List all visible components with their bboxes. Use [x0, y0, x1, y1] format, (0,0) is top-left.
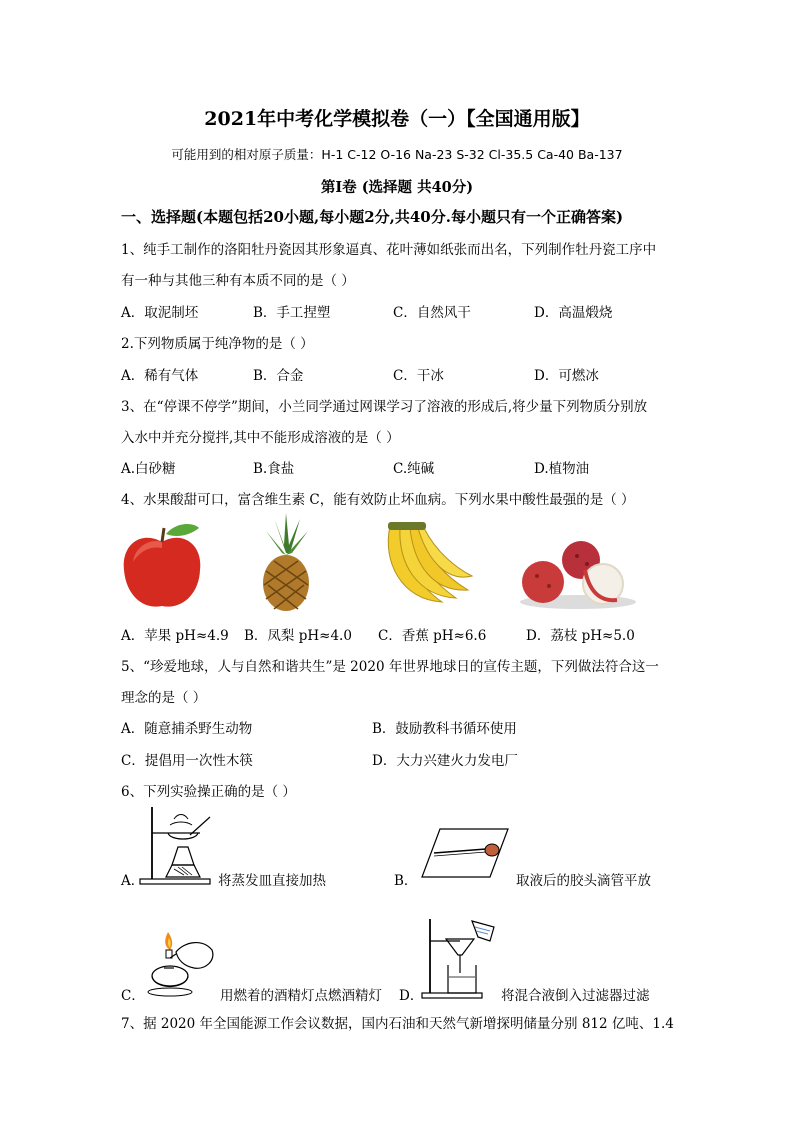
q4-option-b: B．凤梨 pH≈4.0: [244, 628, 352, 644]
q1-option-b: B．手工捏塑: [253, 305, 331, 321]
q6-option-c-label: C．: [121, 988, 145, 1004]
q3-option-a: A.白砂糖: [121, 461, 176, 477]
q6-option-b-label: B．: [394, 873, 418, 889]
q5-line2: 理念的是（ ）: [121, 690, 207, 706]
q2-option-b: B．合金: [253, 368, 304, 384]
q4-option-d: D．荔枝 pH≈5.0: [526, 628, 635, 644]
q1-option-a: A．取泥制坯: [121, 305, 199, 321]
q3-option-b: B.食盐: [253, 461, 295, 477]
q4-option-a: A．苹果 pH≈4.9: [121, 628, 229, 644]
q2-option-a: A．稀有气体: [121, 368, 199, 384]
q7-line1: 7、据 2020 年全国能源工作会议数据，国内石油和天然气新增探明储量分别 812 亿吨、1.4: [121, 1016, 674, 1032]
lychee-image: [519, 540, 637, 610]
evaporating-dish-apparatus: [138, 805, 216, 885]
pineapple-image: [254, 513, 318, 611]
q6-option-a-text: 将蒸发皿直接加热: [218, 873, 326, 889]
alcohol-lamp-apparatus: [140, 928, 220, 998]
q4-option-c: C．香蕉 pH≈6.6: [378, 628, 487, 644]
q5-option-d: D．大力兴建火力发电厂: [372, 753, 518, 769]
q6-option-c-text: 用燃着的酒精灯点燃酒精灯: [220, 988, 382, 1004]
q6-option-d-label: D．: [399, 988, 424, 1004]
page-title: 2021年中考化学模拟卷（一）【全国通用版】: [204, 108, 590, 130]
section-heading: 一、选择题(本题包括20小题,每小题2分,共40分.每小题只有一个正确答案): [121, 208, 624, 226]
q3-line2: 入水中并充分搅拌,其中不能形成溶液的是（ ）: [121, 430, 400, 446]
q2-option-d: D．可燃冰: [534, 368, 599, 384]
q6-option-a-label: A．: [121, 873, 145, 889]
q4-line1: 4、水果酸甜可口，富含维生素 C，能有效防止坏血病。下列水果中酸性最强的是（ ）: [121, 492, 635, 508]
q5-line1: 5、“珍爱地球，人与自然和谐共生”是 2020 年世界地球日的宣传主题，下列做法符合这一: [121, 659, 659, 675]
dropper-apparatus: [420, 827, 510, 879]
q1-line1: 1、纯手工制作的洛阳牡丹瓷因其形象逼真、花叶薄如纸张而出名，下列制作牡丹瓷工序中: [121, 242, 657, 258]
apple-image: [121, 520, 203, 610]
filtration-apparatus: [420, 915, 500, 999]
q3-line1: 3、在“停课不停学”期间，小兰同学通过网课学习了溶液的形成后,将少量下列物质分别放: [121, 399, 648, 415]
q6-option-d-text: 将混合液倒入过滤器过滤: [501, 988, 650, 1004]
q2-line1: 2.下列物质属于纯净物的是（ ）: [121, 336, 314, 352]
q5-option-c: C．提倡用一次性木筷: [121, 753, 253, 769]
q6-option-b-text: 取液后的胶头滴管平放: [516, 873, 651, 889]
q3-option-d: D.植物油: [534, 461, 590, 477]
q2-option-c: C．干冰: [393, 368, 444, 384]
part-heading: 第Ⅰ卷 (选择题 共40分): [320, 179, 474, 196]
q1-option-d: D．高温煅烧: [534, 305, 613, 321]
q6-line1: 6、下列实验操正确的是（ ）: [121, 784, 296, 800]
q5-option-b: B．鼓励教科书循环使用: [372, 721, 517, 737]
q5-option-a: A．随意捕杀野生动物: [121, 721, 253, 737]
q1-option-c: C．自然风干: [393, 305, 471, 321]
banana-image: [382, 522, 474, 608]
atomic-masses: 可能用到的相对原子质量：H-1 C-12 O-16 Na-23 S-32 Cl-35.5 Ca-40 Ba-137: [171, 147, 623, 162]
q1-line2: 有一种与其他三种有本质不同的是（ ）: [121, 273, 355, 289]
q3-option-c: C.纯碱: [393, 461, 435, 477]
